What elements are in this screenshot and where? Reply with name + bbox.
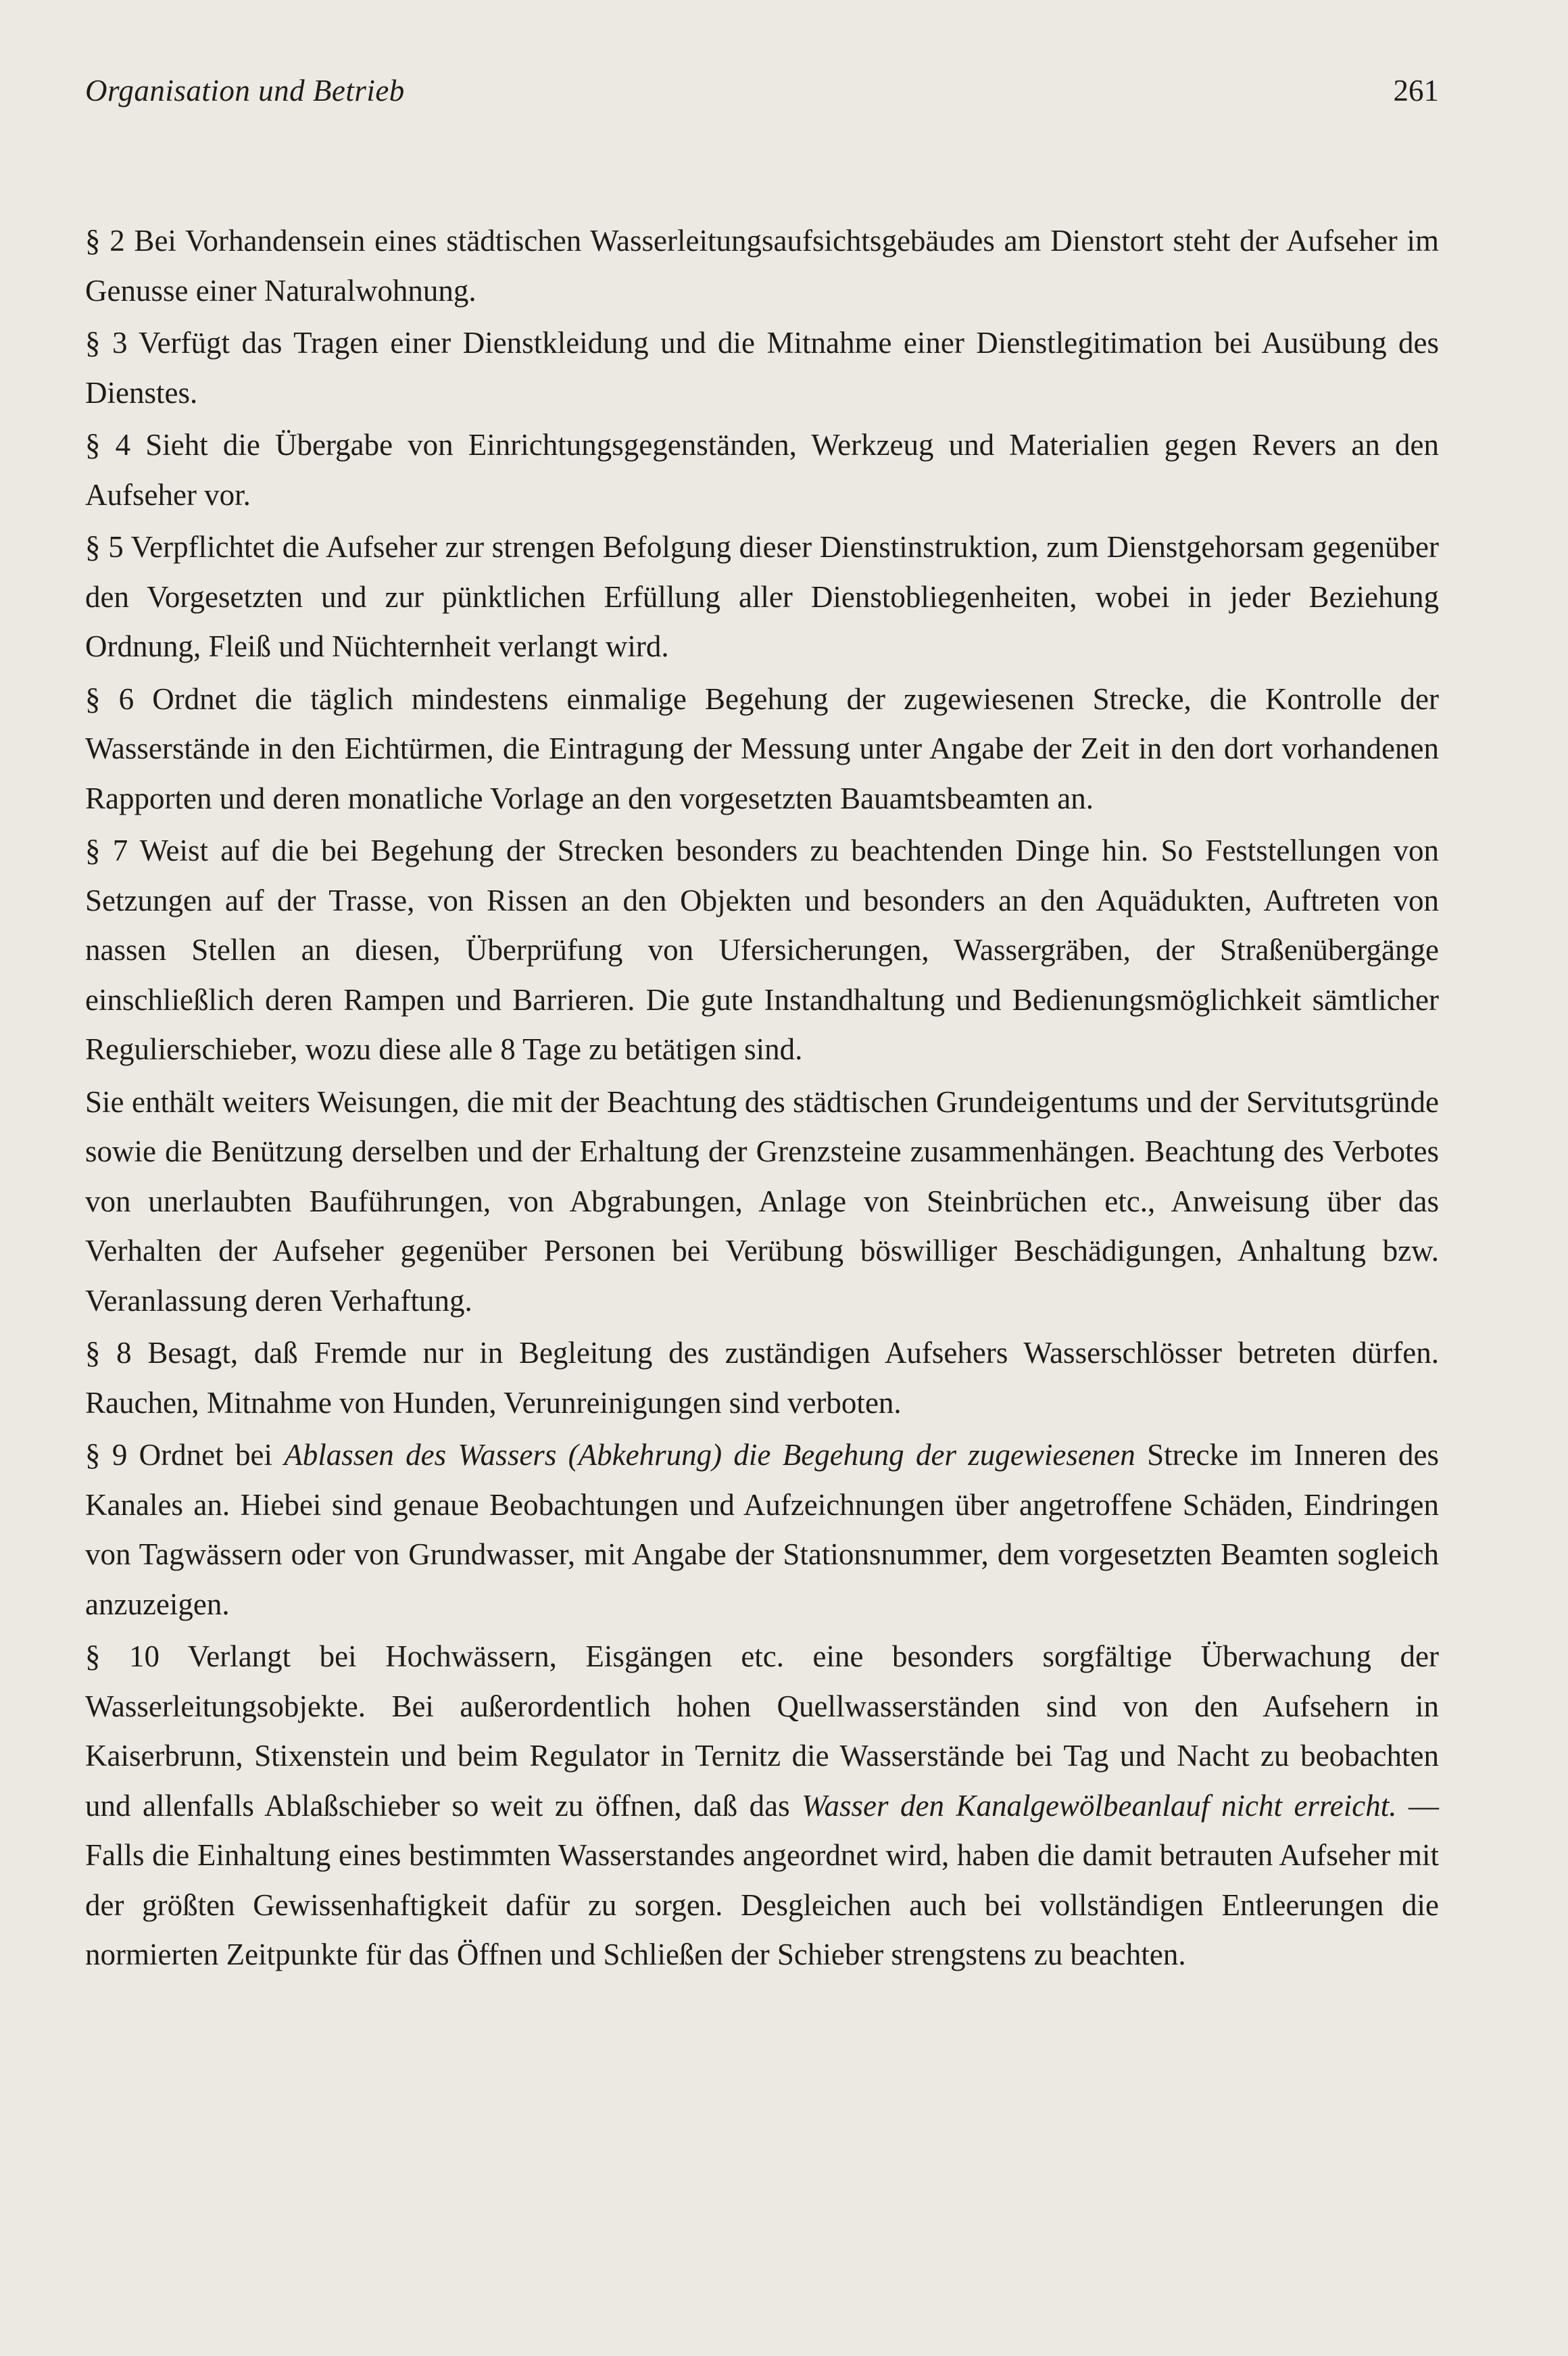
- paragraph-section-7-continued: Sie enthält weiters Weisungen, die mit der Beachtung des städtischen Grundeigentums und der Servitutsgründe sowie die Benützung derselben und der Erhaltung der Grenzsteine zusammenhängen. Beachtung des Verbotes von unerlaubten Bauführungen, von Abgrabungen, Anlage von Steinbrüchen etc., Anweisung über das Verhalten der Aufseher gegenüber Personen bei Verübung böswilliger Beschädigungen, Anhaltung bzw. Veranlassung deren Verhaftung.: [85, 1084, 1439, 1318]
- paragraph-section-10-text-start: § 10 Verlangt bei Hochwässern, Eisgängen etc. eine besonders sorgfältige Überwachung der Wasserleitungsobjekte. Bei außerordentlich hohen Quellwasserständen sind von den Aufsehern in Kaiserbrunn, Stixenstein und beim Regulator in Ternitz die Wasserstände bei Tag und Nacht zu beobachten und allenfalls Ablaßschieber so weit zu öffnen, daß das: [85, 1639, 1439, 1823]
- paragraph-section-10-emphasis: Wasser den Kanalgewölbeanlauf nicht erreicht.: [802, 1788, 1397, 1823]
- paragraph-section-10-text-end: — Falls die Einhaltung eines bestimmten Wasserstandes angeordnet wird, haben die damit betrauten Aufseher mit der größten Gewissenhaftigkeit dafür zu sorgen. Desgleichen auch bei vollständigen Entleerungen die normierten Zeitpunkte für das Öffnen und Schließen der Schieber strengstens zu beachten.: [85, 1788, 1440, 1971]
- paragraph-section-5: § 5 Verpflichtet die Aufseher zur strengen Befolgung dieser Dienstinstruktion, zum Dienstgehorsam gegenüber den Vorgesetzten und zur pünktlichen Erfüllung aller Dienstobliegenheiten, wobei in jeder Beziehung Ordnung, Fleiß und Nüchternheit verlangt wird.: [85, 530, 1439, 663]
- paragraph-section-9-emphasis: Ablassen des Wassers (Abkehrung) die Begehung der zugewiesenen: [284, 1438, 1135, 1472]
- page-number: 261: [1393, 74, 1439, 107]
- paragraph-section-8: § 8 Besagt, daß Fremde nur in Begleitung des zuständigen Aufsehers Wasserschlösser betreten dürfen. Rauchen, Mitnahme von Hunden, Verunreinigungen sind verboten.: [85, 1336, 1439, 1420]
- paragraph-section-4: § 4 Sieht die Übergabe von Einrichtungsgegenständen, Werkzeug und Materialien gegen Revers an den Aufseher vor.: [85, 428, 1439, 512]
- paragraph-section-9-text-end: Strecke im Inneren des Kanales an. Hiebei sind genaue Beobachtungen und Aufzeichnungen über angetroffene Schäden, Eindringen von Tagwässern oder von Grundwasser, mit Angabe der Stationsnummer, dem vorgesetzten Beamten sogleich anzuzeigen.: [85, 1438, 1439, 1621]
- paragraph-section-9-text-start: § 9 Ordnet bei: [85, 1438, 285, 1472]
- running-head: [85, 70, 1439, 124]
- paragraph-section-9: [85, 1431, 1439, 1629]
- running-title: Organisation und Betrieb: [85, 74, 405, 107]
- paragraph-section-3: § 3 Verfügt das Tragen einer Dienstkleidung und die Mitnahme einer Dienstlegitimation bei Ausübung des Dienstes.: [85, 326, 1439, 410]
- paragraph-section-2: § 2 Bei Vorhandensein eines städtischen Wasserleitungsaufsichtsgebäudes am Dienstort steht der Aufseher im Genusse einer Naturalwohnung.: [85, 224, 1439, 308]
- paragraph-section-7: § 7 Weist auf die bei Begehung der Strecken besonders zu beachtenden Dinge hin. So Feststellungen von Setzungen auf der Trasse, von Rissen an den Objekten und besonders an den Aquädukten, Auftreten von nassen Stellen an diesen, Überprüfung von Ufersicherungen, Wassergräben, der Straßenübergänge einschließlich deren Rampen und Barrieren. Die gute Instandhaltung und Bedienungsmöglichkeit sämtlicher Regulierschieber, wozu diese alle 8 Tage zu betätigen sind.: [85, 834, 1439, 1066]
- body-text: [85, 216, 1439, 1983]
- paragraph-section-10: [85, 1632, 1439, 1980]
- paragraph-section-6: § 6 Ordnet die täglich mindestens einmalige Begehung der zugewiesenen Strecke, die Kontrolle der Wasserstände in den Eichtürmen, die Eintragung der Messung unter Angabe der Zeit in den dort vorhandenen Rapporten und deren monatliche Vorlage an den vorgesetzten Bauamtsbeamten an.: [85, 681, 1439, 815]
